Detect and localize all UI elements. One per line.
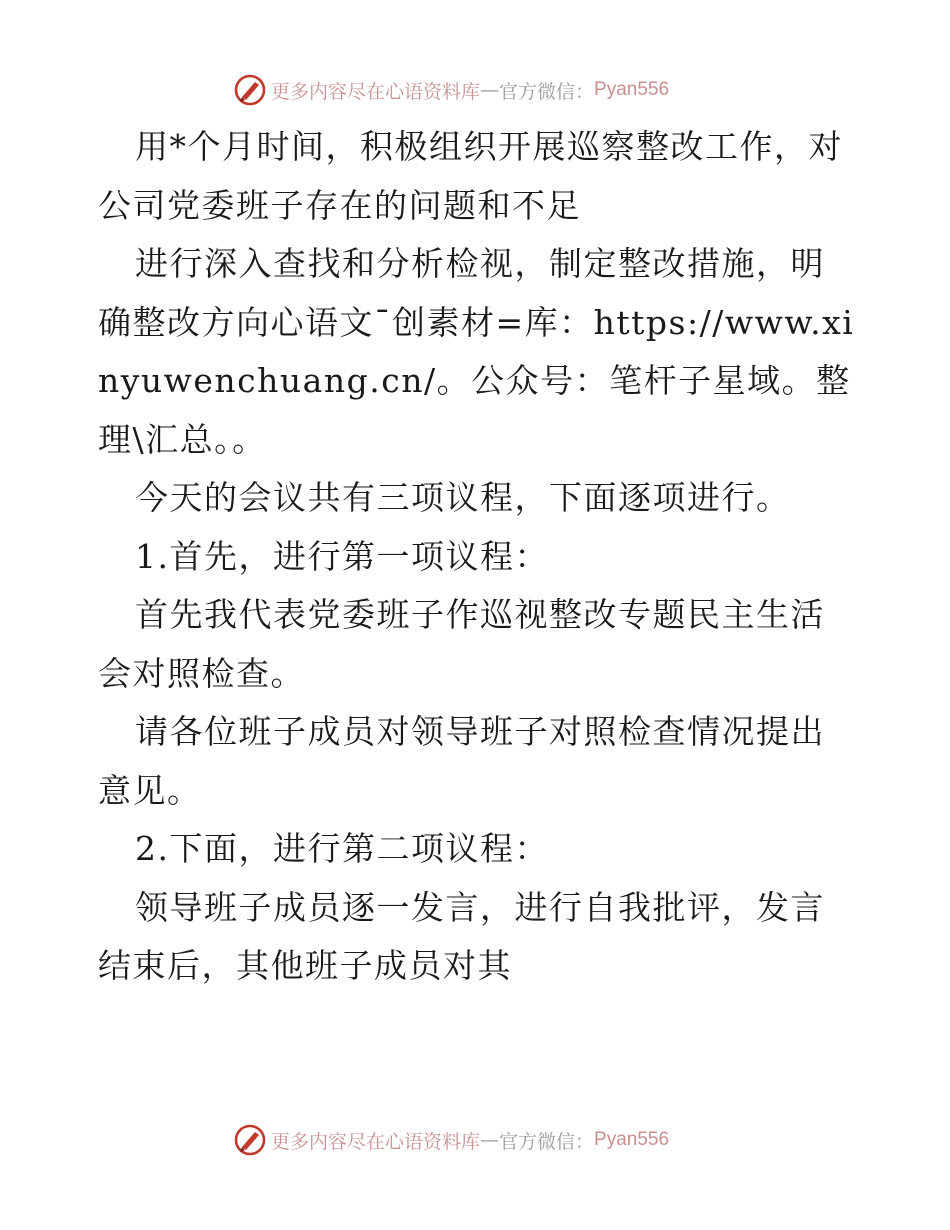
paragraph: 1.首先，进行第一项议程：: [135, 536, 549, 576]
watermark-separator: —: [480, 1129, 500, 1151]
paragraph: 进行深入查找和分析检视，制定整改措施，明确整改方向心语文¯创素材=库：https://www.xinyuwenchuang.cn/。公众号：笔杆子星域。整理\汇总。。: [98, 244, 855, 459]
document-body: [98, 118, 858, 996]
paragraph: 首先我代表党委班子作巡视整改专题民主生活会对照检查。: [98, 595, 825, 693]
paragraph: 领导班子成员逐一发言，进行自我批评，发言结束后，其他班子成员对其: [98, 887, 825, 985]
watermark-wechat-label: 官方微信：: [499, 80, 595, 103]
paragraph: 2.下面，进行第二项议程：: [135, 829, 549, 868]
footer-watermark: [233, 1122, 669, 1158]
watermark-site-name: 更多内容尽在心语资料库: [271, 80, 481, 103]
watermark-separator: —: [480, 79, 500, 101]
watermark-wechat-id: Pyan556: [594, 79, 670, 100]
watermark-wechat-id: Pyan556: [594, 1129, 670, 1150]
watermark-wechat-label: 官方微信：: [499, 1130, 595, 1153]
paragraph: 请各位班子成员对领导班子对照检查情况提出意见。: [98, 712, 825, 810]
pen-logo-icon: [233, 73, 267, 107]
pen-logo-icon: [233, 1123, 267, 1157]
paragraph: 今天的会议共有三项议程，下面逐项进行。: [135, 478, 791, 517]
paragraph: 用*个月时间，积极组织开展巡察整改工作，对公司党委班子存在的问题和不足: [98, 127, 843, 225]
watermark-site-name: 更多内容尽在心语资料库: [271, 1130, 481, 1153]
header-watermark: [233, 72, 669, 108]
